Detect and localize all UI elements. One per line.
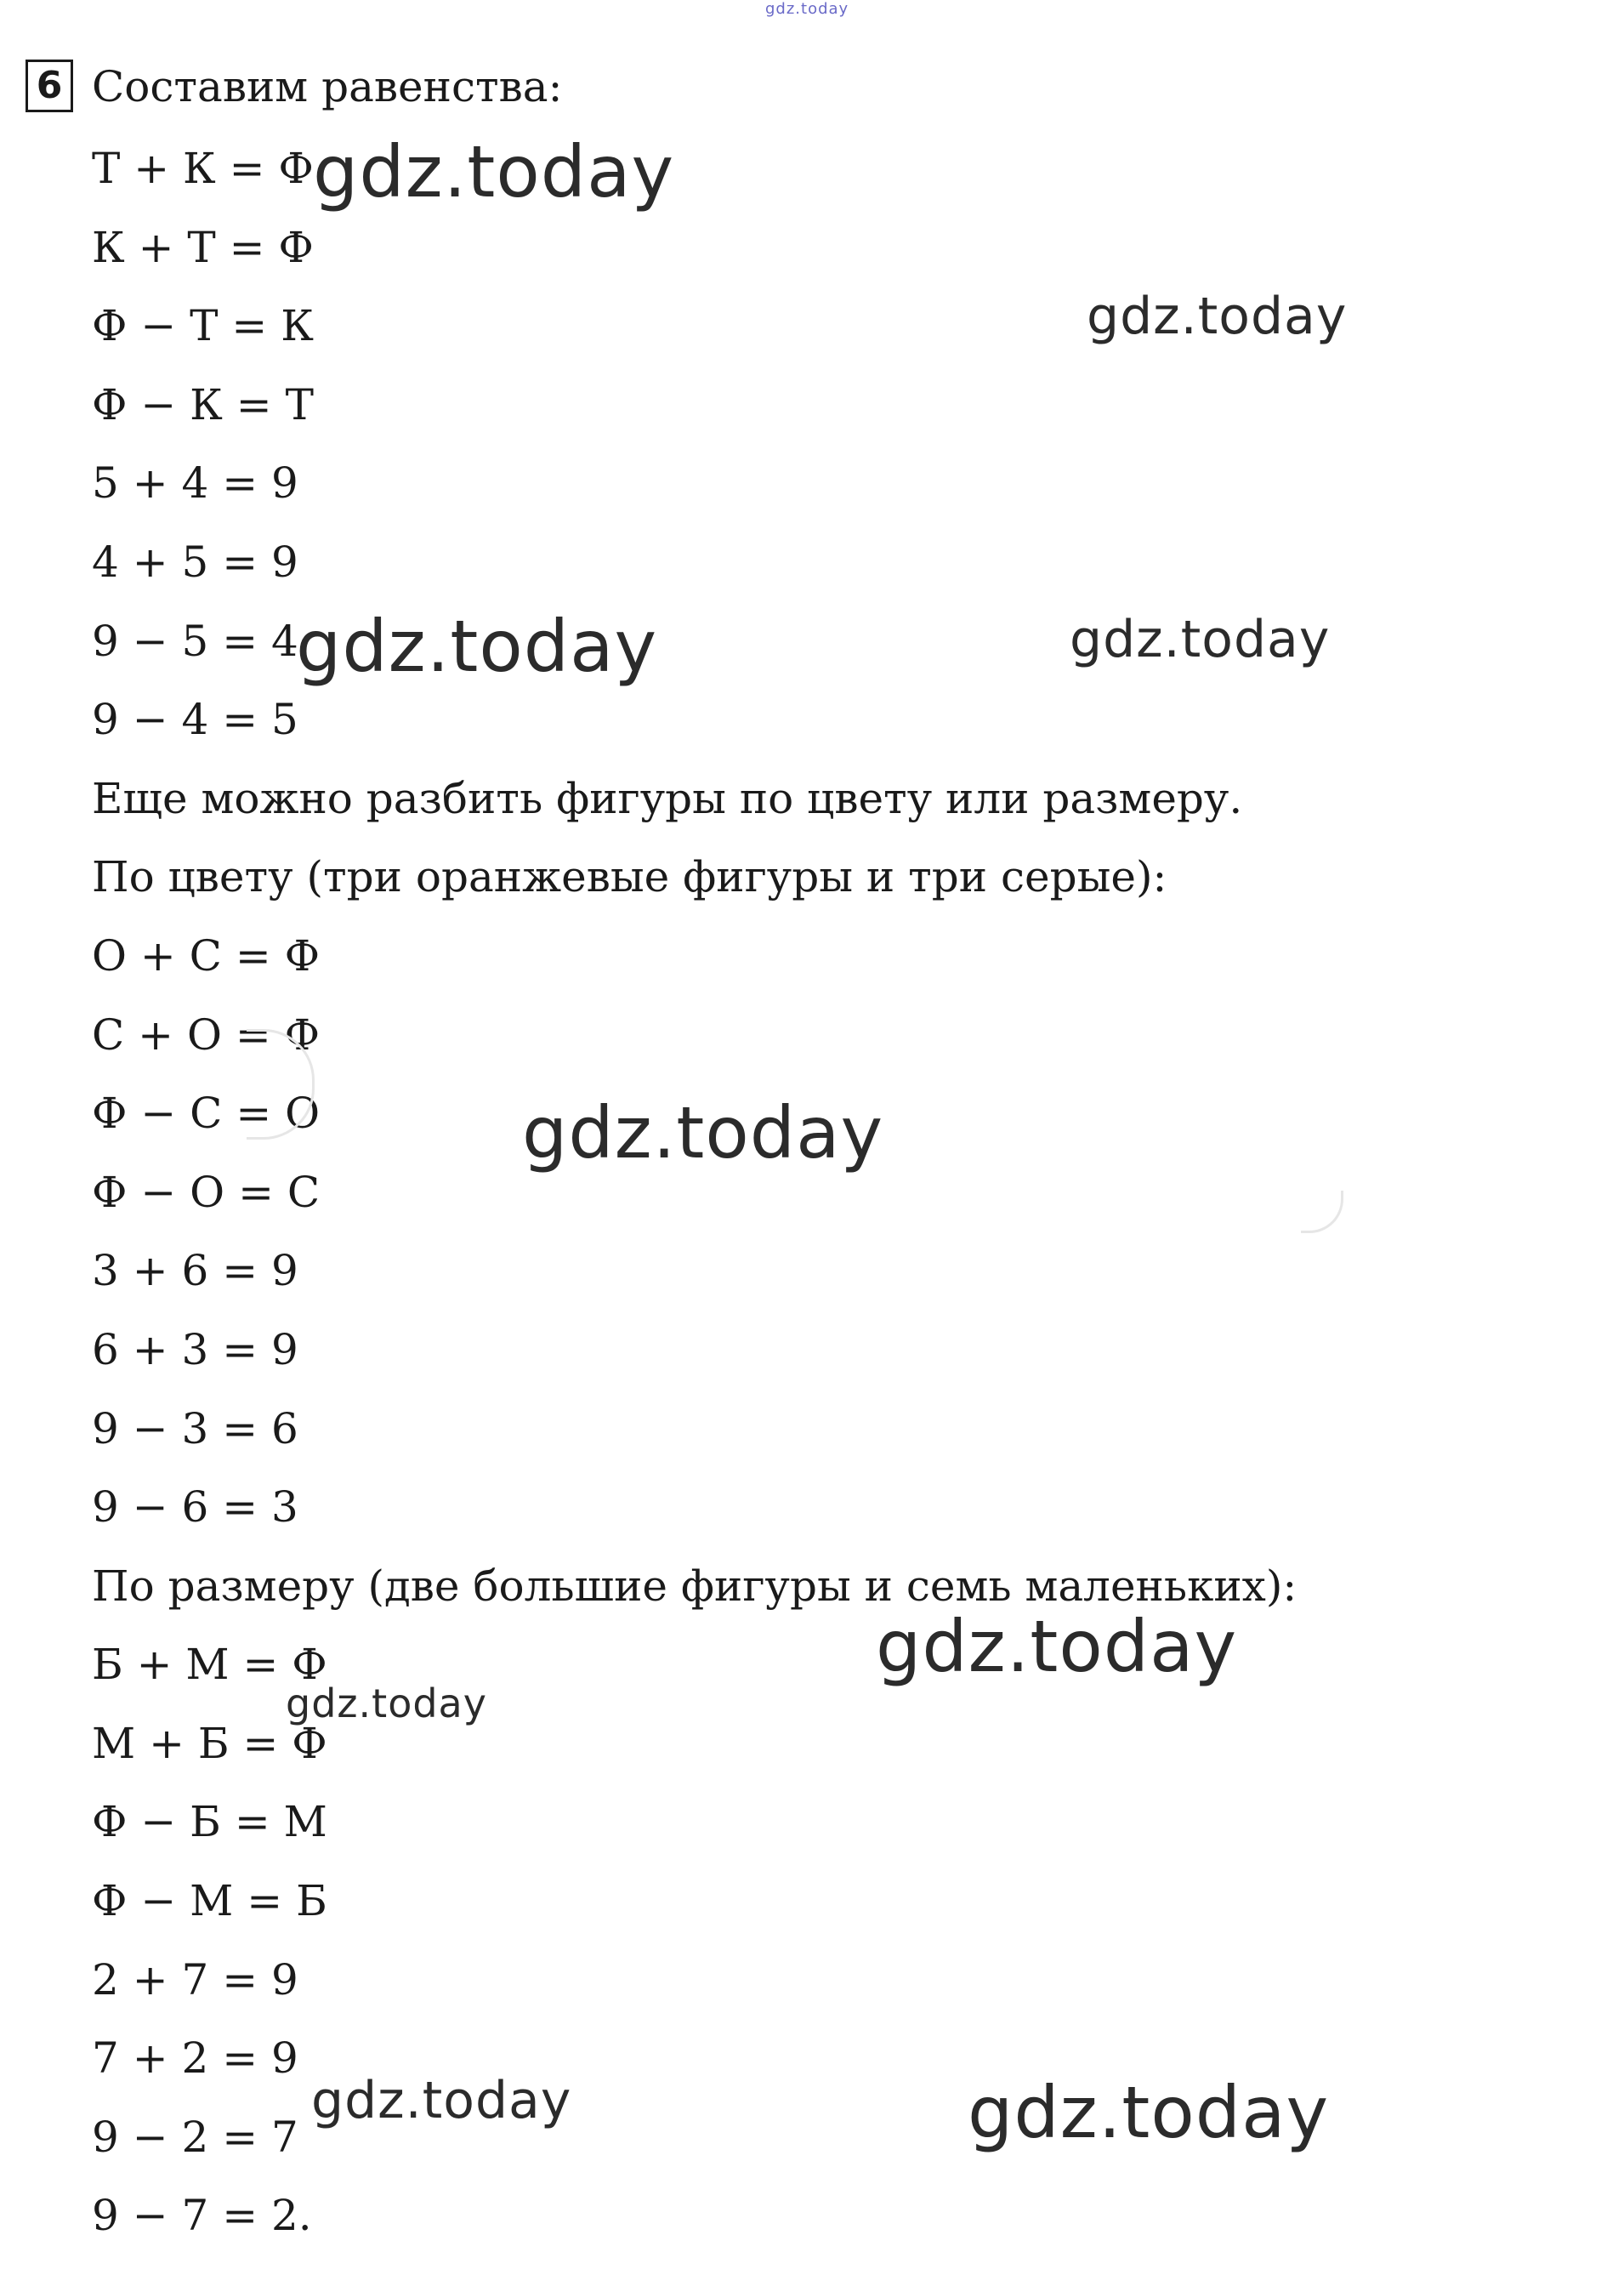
equation-line: О + С = Ф — [92, 930, 321, 981]
equation-line: 9 − 3 = 6 — [92, 1403, 298, 1453]
equation-line: С + О = Ф — [92, 1009, 321, 1060]
watermark: gdz.today — [968, 2071, 1330, 2154]
equation-line: 7 + 2 = 9 — [92, 2033, 298, 2084]
equation-line: Ф − О = С — [92, 1167, 321, 1217]
equation-line: 2 + 7 = 9 — [92, 1954, 298, 2005]
equation-line: К + Т = Ф — [92, 222, 314, 272]
watermark: gdz.today — [286, 1680, 487, 1726]
equation-line: Б + М = Ф — [92, 1640, 327, 1690]
equation-line: 9 − 4 = 5 — [92, 695, 298, 745]
equation-line: 6 + 3 = 9 — [92, 1324, 298, 1374]
task-number-box — [26, 60, 73, 112]
task-number: 6 — [36, 64, 63, 107]
equation-line: Т + К = Ф — [92, 144, 314, 193]
watermark-top: gdz.today — [765, 0, 849, 18]
equation-line: М + Б = Ф — [92, 1718, 327, 1768]
ghost-shape — [1301, 1191, 1343, 1233]
equation-line: 9 − 5 = 4 — [92, 616, 298, 666]
equation-line: 3 + 6 = 9 — [92, 1246, 298, 1296]
text-line: Еще можно разбить фигуры по цвету или размеру. — [92, 773, 1243, 823]
watermark: gdz.today — [522, 1091, 884, 1174]
equation-line: 9 − 2 = 7 — [92, 2112, 298, 2162]
equation-line: Ф − Б = М — [92, 1797, 327, 1847]
watermark: gdz.today — [876, 1605, 1238, 1688]
equation-line: 4 + 5 = 9 — [92, 537, 298, 587]
watermark: gdz.today — [313, 130, 675, 213]
equation-line: 5 + 4 = 9 — [92, 458, 298, 509]
equation-line: Ф − К = Т — [92, 379, 314, 429]
watermark: gdz.today — [311, 2071, 572, 2130]
task-heading: Составим равенства: — [92, 62, 563, 111]
equation-line: 9 − 6 = 3 — [92, 1482, 298, 1533]
watermark: gdz.today — [1087, 287, 1348, 346]
watermark: gdz.today — [1070, 610, 1331, 669]
equation-line: Ф − Т = К — [92, 301, 314, 351]
equation-line: Ф − С = О — [92, 1089, 321, 1139]
equation-line: Ф − М = Б — [92, 1876, 327, 1926]
text-line: По цвету (три оранжевые фигуры и три серые): — [92, 852, 1167, 902]
text-line: По размеру (две большие фигуры и семь маленьких): — [92, 1561, 1297, 1611]
equation-line: 9 − 7 = 2. — [92, 2191, 312, 2241]
equation-list — [92, 129, 1297, 2255]
watermark: gdz.today — [296, 605, 658, 688]
